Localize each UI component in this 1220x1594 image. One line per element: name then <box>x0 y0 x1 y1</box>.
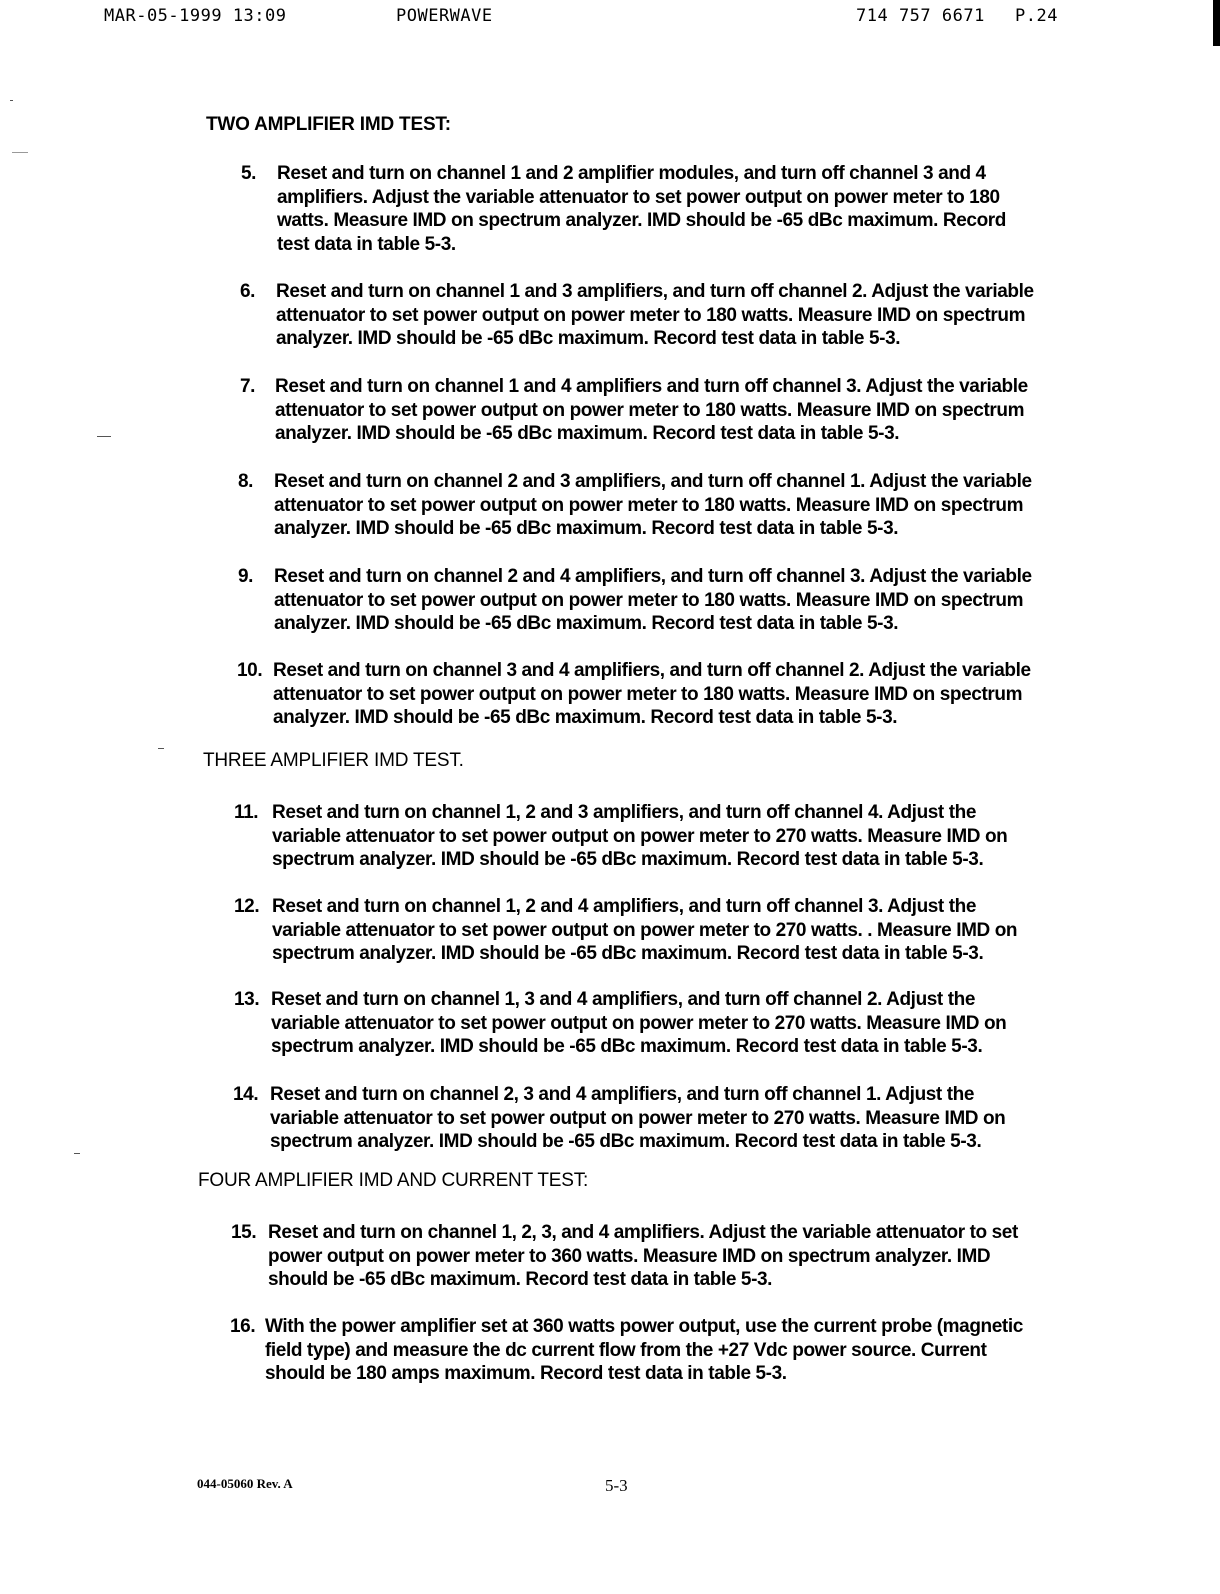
item-text: Reset and turn on channel 2 and 4 amplifiers, and turn off channel 3. Adjust the variable attenuator to set power output on power meter to 180 watts. Measure IMD on spectrum analyzer. IMD should be -65 dBc maximum. Record test data in table 5-3. <box>274 566 1032 634</box>
item-number: 14. <box>233 1084 259 1105</box>
fax-header <box>0 2 1220 32</box>
item-text: Reset and turn on channel 2, 3 and 4 amplifiers, and turn off channel 1. Adjust the variable attenuator to set power output on power meter to 270 watts. Measure IMD on spectrum analyzer. IMD should be -65 dBc maximum. Record test data in table 5-3. <box>270 1084 1006 1152</box>
item-text: Reset and turn on channel 1 and 2 amplifier modules, and turn off channel 3 and 4 amplifiers. Adjust the variable attenuator to set power output on power meter to 180 watts. Measure IMD on spectrum analyzer. IMD should be -65 dBc maximum. Record test data in table 5-3. <box>277 163 1006 255</box>
fax-company: POWERWAVE <box>396 6 493 26</box>
item-text: Reset and turn on channel 2 and 3 amplifiers, and turn off channel 1. Adjust the variable attenuator to set power output on power meter to 180 watts. Measure IMD on spectrum analyzer. IMD should be -65 dBc maximum. Record test data in table 5-3. <box>274 471 1032 539</box>
item-number: 16. <box>230 1316 256 1337</box>
fax-phone: 714 757 6671 <box>856 6 985 26</box>
item-number: 11. <box>234 802 259 823</box>
item-number: 15. <box>231 1222 257 1243</box>
scan-edge-mark <box>1213 0 1220 46</box>
section-heading-two-amplifier: TWO AMPLIFIER IMD TEST: <box>206 114 451 135</box>
section-heading-three-amplifier: THREE AMPLIFIER IMD TEST. <box>203 750 464 771</box>
item-number: 8. <box>238 471 254 492</box>
footer-doc-number: 044-05060 Rev. A <box>197 1476 293 1491</box>
scan-speck <box>158 748 164 749</box>
item-text: Reset and turn on channel 1, 2 and 4 amplifiers, and turn off channel 3. Adjust the variable attenuator to set power output on power meter to 270 watts. . Measure IMD on spectrum analyzer. IMD should be -65 dBc maximum. Record test data in table 5-3. <box>272 896 1018 964</box>
fax-datetime: MAR-05-1999 13:09 <box>104 6 287 26</box>
item-number: 10. <box>237 660 263 681</box>
scan-speck <box>12 152 28 153</box>
item-text: Reset and turn on channel 1 and 4 amplifiers and turn off channel 3. Adjust the variable attenuator to set power output on power meter to 180 watts. Measure IMD on spectrum analyzer. IMD should be -65 dBc maximum. Record test data in table 5-3. <box>275 376 1028 444</box>
footer-page-number: 5-3 <box>605 1476 628 1495</box>
item-number: 9. <box>238 566 254 587</box>
item-text: Reset and turn on channel 1, 3 and 4 amplifiers, and turn off channel 2. Adjust the variable attenuator to set power output on power meter to 270 watts. Measure IMD on spectrum analyzer. IMD should be -65 dBc maximum. Record test data in table 5-3. <box>271 989 1007 1057</box>
section-heading-four-amplifier: FOUR AMPLIFIER IMD AND CURRENT TEST: <box>198 1170 589 1191</box>
item-text: Reset and turn on channel 1 and 3 amplifiers, and turn off channel 2. Adjust the variable attenuator to set power output on power meter to 180 watts. Measure IMD on spectrum analyzer. IMD should be -65 dBc maximum. Record test data in table 5-3. <box>276 281 1034 349</box>
item-number: 12. <box>234 896 260 917</box>
scan-speck <box>97 436 111 437</box>
item-number: 5. <box>241 163 257 184</box>
item-text: Reset and turn on channel 1, 2 and 3 amplifiers, and turn off channel 4. Adjust the variable attenuator to set power output on power meter to 270 watts. Measure IMD on spectrum analyzer. IMD should be -65 dBc maximum. Record test data in table 5-3. <box>272 802 1008 870</box>
item-number: 7. <box>240 376 256 397</box>
item-number: 13. <box>234 989 260 1010</box>
fax-page-number: P.24 <box>1015 6 1058 26</box>
item-text: Reset and turn on channel 1, 2, 3, and 4 amplifiers. Adjust the variable attenuator to set power output on power meter to 360 watts. Measure IMD on spectrum analyzer. IMD should be -65 dBc maximum. Record test data in table 5-3. <box>268 1222 1018 1290</box>
item-text: Reset and turn on channel 3 and 4 amplifiers, and turn off channel 2. Adjust the variable attenuator to set power output on power meter to 180 watts. Measure IMD on spectrum analyzer. IMD should be -65 dBc maximum. Record test data in table 5-3. <box>273 660 1031 728</box>
scan-speck <box>10 100 13 101</box>
item-text: With the power amplifier set at 360 watts power output, use the current probe (magnetic field type) and measure the dc current flow from the +27 Vdc power source. Current should be 180 amps maximum. Record test data in table 5-3. <box>265 1316 1023 1384</box>
item-number: 6. <box>240 281 256 302</box>
scan-speck <box>74 1153 80 1154</box>
